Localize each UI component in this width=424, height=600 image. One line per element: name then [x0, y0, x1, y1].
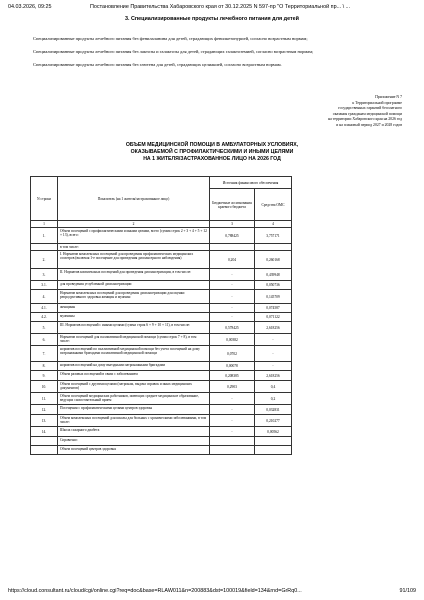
row-oms-value: -: [255, 346, 292, 362]
row-indicator: Норматив посещений для паллиативной медицинской помощи (сумма строк 7 + 8), в том числе:: [58, 334, 210, 346]
table-row: [31, 304, 292, 313]
row-indicator: Справочно:: [58, 437, 210, 446]
table-row: [31, 313, 292, 322]
row-oms-value: 2,618256: [255, 371, 292, 381]
row-number: 3.1.: [31, 281, 58, 290]
volume-table: [30, 176, 292, 455]
row-budget-value: -: [210, 269, 255, 281]
row-oms-value: 0,050736: [255, 281, 292, 290]
row-oms-value: -: [255, 334, 292, 346]
table-body: [31, 228, 292, 455]
col-number: 4: [255, 221, 292, 228]
col-header-sources: Источник финансового обеспечения: [210, 177, 292, 189]
table-row: [31, 290, 292, 304]
appendix-line: и на плановый период 2027 и 2028 годов: [336, 122, 402, 127]
row-oms-value: 0,145709: [255, 290, 292, 304]
page-header: [0, 0, 424, 30]
row-indicator: Норматив комплексных посещений для проведения диспансеризации для оценки репродуктивного здоровья женщин и мужчин:: [58, 290, 210, 304]
col-number: 2: [58, 221, 210, 228]
print-datetime: 04.03.2026, 09:25: [8, 4, 52, 10]
row-indicator: Объем посещений с профилактическими и иными целями, всего (сумма строк 2 + 3 + 4 + 5 + 12 + 13), всего:: [58, 228, 210, 244]
table-row: [31, 446, 292, 455]
col-header-budget: Бюджетные ассигнования краевого бюджета: [210, 189, 255, 221]
row-budget-value: [210, 437, 255, 446]
row-budget-value: -: [210, 405, 255, 415]
row-indicator: в том числе:: [58, 244, 210, 251]
col-header-indicator: Показатель (на 1 жителя/застрахованное лицо): [58, 177, 210, 221]
document-title: Постановление Правительства Хабаровского края от 30.12.2025 N 597-пр "О Территориальной пр... \ ...: [90, 4, 351, 10]
row-indicator: норматив посещений на дому выездными патронажными бригадами: [58, 362, 210, 371]
row-budget-value: 0,788425: [210, 228, 255, 244]
table-row: [31, 346, 292, 362]
row-number: 4.: [31, 290, 58, 304]
row-indicator: I. Норматив комплексных посещений для проведения профилактических медицинских осмотров (включая 1-е посещение для проведения диспансерного наблюдения): [58, 251, 210, 269]
row-budget-value: 0,00382: [210, 334, 255, 346]
row-number: 8.: [31, 362, 58, 371]
row-budget-value: [210, 244, 255, 251]
table-row: [31, 269, 292, 281]
page-number: 91/109: [399, 588, 416, 594]
table-row: [31, 371, 292, 381]
paragraph-2: Специализированные продукты лечебного питания без лактозы и галактозы для детей, страдающих галактоземией, согласно возрастным нормам;: [33, 49, 314, 54]
row-oms-value: 0,439948: [255, 269, 292, 281]
row-budget-value: 0,2903: [210, 381, 255, 393]
row-oms-value: 0,260168: [255, 251, 292, 269]
row-number: 14.: [31, 427, 58, 437]
row-number: 12.: [31, 405, 58, 415]
page-footer: [0, 586, 424, 600]
row-budget-value: -: [210, 304, 255, 313]
table-row: [31, 437, 292, 446]
table-row: [31, 251, 292, 269]
row-number: [31, 244, 58, 251]
row-indicator: Объем посещений центров здоровья: [58, 446, 210, 455]
row-number: 4.1.: [31, 304, 58, 313]
row-number: 3.: [31, 269, 58, 281]
table-row: [31, 244, 292, 251]
row-budget-value: [210, 446, 255, 455]
row-budget-value: -: [210, 427, 255, 437]
row-budget-value: 0,00078: [210, 362, 255, 371]
row-budget-value: -: [210, 281, 255, 290]
appendix-line: на территории Хабаровского края на 2026 год: [328, 117, 402, 121]
appendix-line: к Территориальной программе: [352, 100, 402, 105]
row-number: 4.2.: [31, 313, 58, 322]
row-oms-value: 0,071122: [255, 313, 292, 322]
row-number: 9.: [31, 371, 58, 381]
row-number: 6.: [31, 334, 58, 346]
table-row: [31, 405, 292, 415]
heading-line: НА 1 ЖИТЕЛЯ/ЗАСТРАХОВАННОЕ ЛИЦО НА 2026 ГОД: [143, 156, 281, 162]
row-oms-value: [255, 446, 292, 455]
heading-line: ОКАЗЫВАЕМОЙ С ПРОФИЛАКТИЧЕСКИМИ И ИНЫМИ ЦЕЛЯМИ: [130, 149, 294, 155]
row-indicator: Объем посещений с другими целями (патронаж, выдача справок и иных медицинских документов): [58, 381, 210, 393]
footer-url[interactable]: https://cloud.consultant.ru/cloud/cgi/online.cgi?req=doc&base=RLAW011&n=200883&dst=100019&field=134&rnd=GrRq0...: [8, 588, 302, 594]
row-oms-value: [255, 244, 292, 251]
row-number: 11.: [31, 393, 58, 405]
table-row: [31, 228, 292, 244]
row-indicator: Объем комплексных посещений для школы для больных с хроническими заболеваниями, в том числе:: [58, 415, 210, 427]
col-number: 3: [210, 221, 255, 228]
row-oms-value: 0,00562: [255, 427, 292, 437]
table-row: [31, 393, 292, 405]
table-row: [31, 281, 292, 290]
table-heading: [0, 142, 424, 163]
row-indicator: Посещения с профилактическими целями центров здоровья: [58, 405, 210, 415]
row-budget-value: -: [210, 393, 255, 405]
row-budget-value: -: [210, 290, 255, 304]
row-indicator: мужчины: [58, 313, 210, 322]
appendix-line: Приложение N 7: [375, 95, 402, 99]
row-number: [31, 437, 58, 446]
row-indicator: III. Норматив посещений с иными целями (сумма строк 6 + 9 + 10 + 11), в том числе:: [58, 322, 210, 334]
appendix-caption: [328, 95, 402, 128]
row-oms-value: 0,4: [255, 381, 292, 393]
row-budget-value: 0,578425: [210, 322, 255, 334]
row-oms-value: 0,2: [255, 393, 292, 405]
row-budget-value: -: [210, 313, 255, 322]
row-budget-value: -: [210, 415, 255, 427]
paragraph-1: Специализированные продукты лечебного питания без фенилаланина для детей, страдающих фенилкетонурией, согласно возрастным нормам;: [33, 36, 308, 41]
appendix-line: оказания гражданам медицинской помощи: [332, 111, 402, 116]
paragraph-3: Специализированные продукты лечебного питания без глютена для детей, страдающих целиакией, согласно возрастным нормам.: [33, 62, 282, 67]
row-budget-value: 0,208385: [210, 371, 255, 381]
table-row: [31, 415, 292, 427]
row-oms-value: [255, 437, 292, 446]
row-oms-value: 0,074587: [255, 304, 292, 313]
row-number: 2.: [31, 251, 58, 269]
row-number: 10.: [31, 381, 58, 393]
row-number: 5.: [31, 322, 58, 334]
col-header-n: N строки: [31, 177, 58, 221]
row-indicator: для проведения углубленной диспансеризации: [58, 281, 210, 290]
appendix-line: государственных гарантий бесплатного: [338, 106, 402, 110]
row-number: 13.: [31, 415, 58, 427]
row-budget-value: 0,204: [210, 251, 255, 269]
col-number: 1: [31, 221, 58, 228]
row-oms-value: -: [255, 362, 292, 371]
row-indicator: Объем разовых посещений в связи с заболеванием: [58, 371, 210, 381]
table-row: [31, 362, 292, 371]
table-row: [31, 427, 292, 437]
row-indicator: Школа сахарного диабета: [58, 427, 210, 437]
row-number: 1.: [31, 228, 58, 244]
row-indicator: II. Норматив комплексных посещений для проведения диспансеризации, в том числе:: [58, 269, 210, 281]
row-indicator: Объем посещений медицинских работников, имеющих среднее медицинское образование, ведущих самостоятельный прием: [58, 393, 210, 405]
table-row: [31, 334, 292, 346]
row-number: 7.: [31, 346, 58, 362]
row-oms-value: 3,757171: [255, 228, 292, 244]
heading-line: ОБЪЕМ МЕДИЦИНСКОЙ ПОМОЩИ В АМБУЛАТОРНЫХ УСЛОВИЯХ,: [125, 142, 299, 148]
row-budget-value: 0,0702: [210, 346, 255, 362]
section-title: 3. Специализированные продукты лечебного питания для детей: [125, 16, 299, 22]
row-indicator: женщины: [58, 304, 210, 313]
row-indicator: норматив посещений по паллиативной медицинской помощи без учета посещений на дому патронажными бригадами паллиативной медицинской помощи: [58, 346, 210, 362]
col-header-oms: Средства ОМС: [255, 189, 292, 221]
row-oms-value: 0,210277: [255, 415, 292, 427]
table-row: [31, 322, 292, 334]
row-number: [31, 446, 58, 455]
row-oms-value: 2,618256: [255, 322, 292, 334]
row-oms-value: 0,032831: [255, 405, 292, 415]
table-row: [31, 381, 292, 393]
